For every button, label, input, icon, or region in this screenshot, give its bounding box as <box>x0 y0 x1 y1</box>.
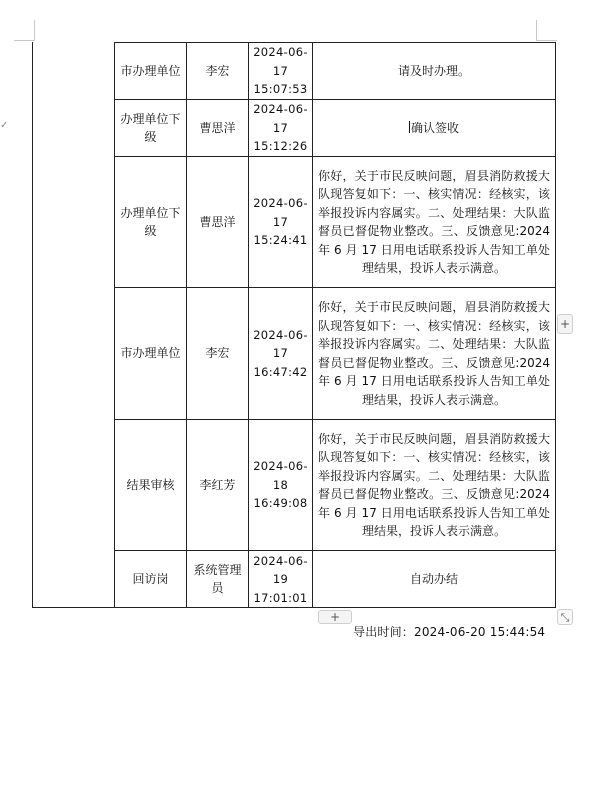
person-cell[interactable]: 李宏 <box>187 288 249 420</box>
table-row <box>115 551 556 608</box>
content-cell[interactable] <box>313 43 556 100</box>
role-cell[interactable]: 办理单位下级 <box>115 157 187 288</box>
time-cell[interactable]: 2024-06-19 17:01:01 <box>249 551 313 608</box>
time-cell[interactable]: 2024-06-17 16:47:42 <box>249 288 313 420</box>
table-row <box>115 100 556 157</box>
table-row <box>115 288 556 420</box>
text-cursor <box>409 121 410 133</box>
time-cell[interactable]: 2024-06-18 16:49:08 <box>249 420 313 551</box>
time-cell[interactable]: 2024-06-17 15:07:53 <box>249 43 313 100</box>
content-cell[interactable] <box>313 420 556 551</box>
role-cell[interactable]: 办理单位下级 <box>115 100 187 157</box>
add-row-button[interactable]: + <box>318 610 352 624</box>
page-corner-mark-left <box>14 20 35 41</box>
person-cell[interactable]: 李红芳 <box>187 420 249 551</box>
content-cell[interactable] <box>313 288 556 420</box>
content-cell[interactable] <box>313 551 556 608</box>
content-text: 你好，关于市民反映问题，眉县消防救援大队现答复如下：一、核实情况：经核实，该举报投诉内容属实。二、处理结果：大队监督员已督促物业整改。三、反馈意见:2024 年 6 月 17 日用电话联系投诉人告知工单处理结果，投诉人表示满意。 <box>318 300 550 407</box>
content-text: 你好，关于市民反映问题，眉县消防救援大队现答复如下：一、核实情况：经核实，该举报投诉内容属实。二、处理结果：大队监督员已督促物业整改。三、反馈意见:2024 年 6 月 17 日用电话联系投诉人告知工单处理结果，投诉人表示满意。 <box>318 431 550 538</box>
person-cell[interactable]: 曹思洋 <box>187 100 249 157</box>
role-cell[interactable]: 回访岗 <box>115 551 187 608</box>
role-cell[interactable]: 结果审核 <box>115 420 187 551</box>
processing-log-table <box>114 42 556 608</box>
table-row <box>115 420 556 551</box>
content-text: 自动办结 <box>409 571 458 586</box>
person-cell[interactable]: 李宏 <box>187 43 249 100</box>
add-column-button[interactable]: + <box>557 314 573 334</box>
page-corner-mark-right <box>536 20 557 41</box>
table-row <box>115 157 556 288</box>
export-time-label: 导出时间：2024-06-20 15:44:54 <box>353 625 546 639</box>
table-row <box>115 43 556 100</box>
content-text: 请及时办理。 <box>397 63 470 78</box>
content-cell[interactable] <box>313 100 556 157</box>
person-cell[interactable]: 系统管理员 <box>187 551 249 608</box>
role-cell[interactable]: 市办理单位 <box>115 43 187 100</box>
margin-marker-icon: ✓ <box>0 120 9 131</box>
table-resize-handle-icon[interactable]: ⤡ <box>557 609 573 625</box>
content-cell[interactable] <box>313 157 556 288</box>
role-cell[interactable]: 市办理单位 <box>115 288 187 420</box>
time-cell[interactable]: 2024-06-17 15:12:26 <box>249 100 313 157</box>
time-cell[interactable]: 2024-06-17 15:24:41 <box>249 157 313 288</box>
content-text: 你好，关于市民反映问题，眉县消防救援大队现答复如下：一、核实情况：经核实，该举报投诉内容属实。二、处理结果：大队监督员已督促物业整改。三、反馈意见:2024 年 6 月 17 日用电话联系投诉人告知工单处理结果，投诉人表示满意。 <box>318 168 550 275</box>
person-cell[interactable]: 曹思洋 <box>187 157 249 288</box>
content-text: 确认签收 <box>410 120 459 135</box>
